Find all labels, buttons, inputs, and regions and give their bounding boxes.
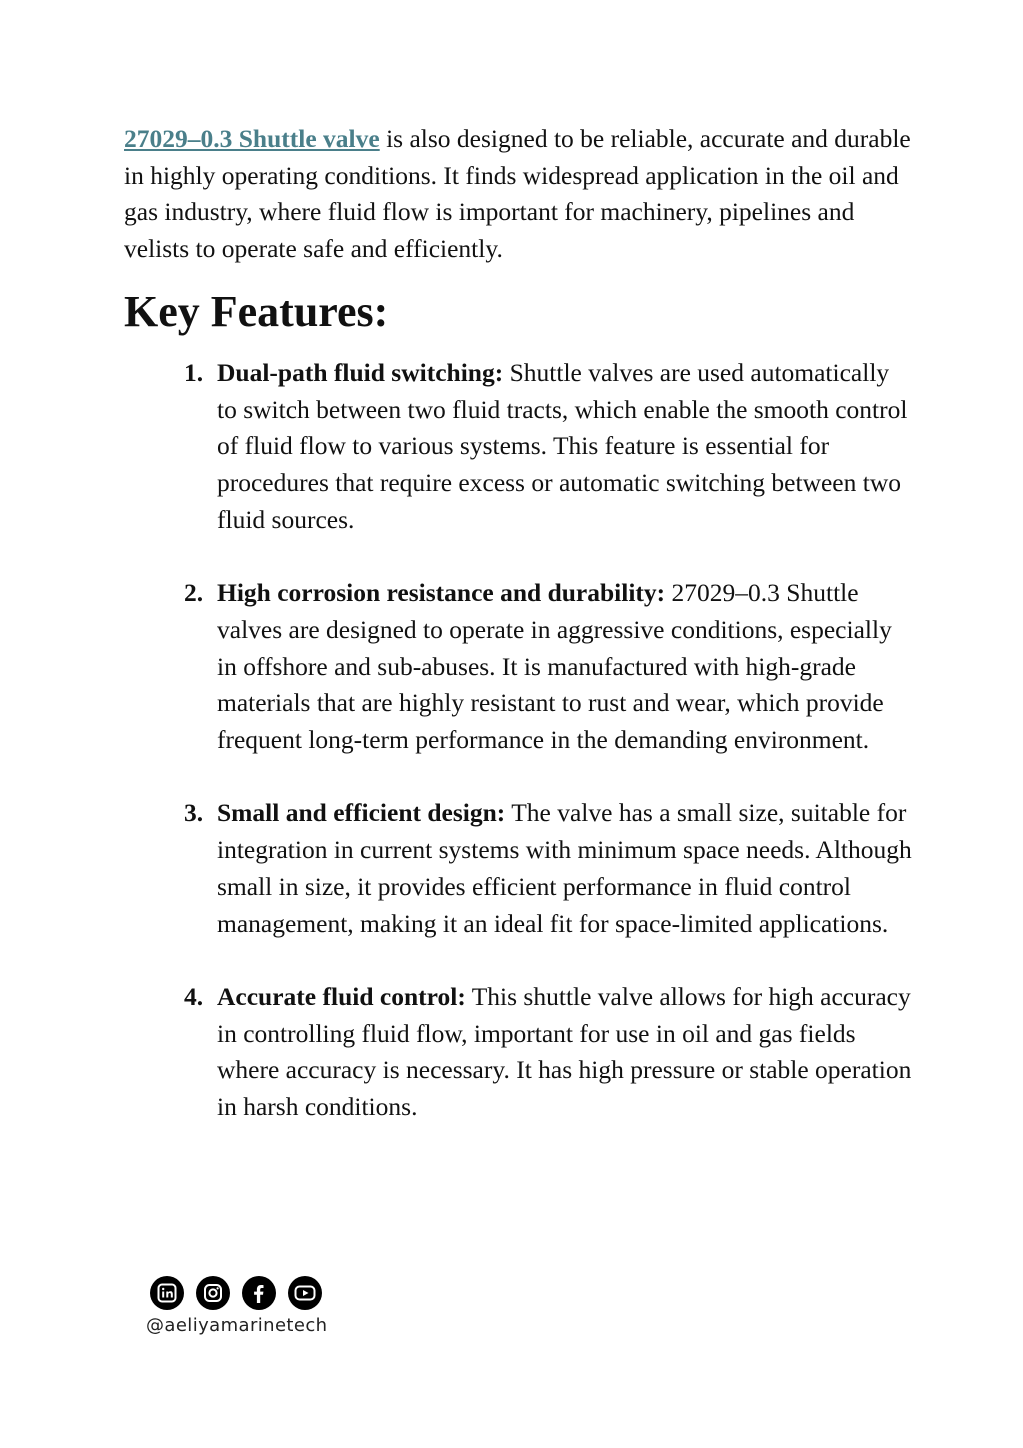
feature-item	[124, 575, 914, 759]
shuttle-valve-link[interactable]: 27029–0.3 Shuttle valve	[124, 124, 380, 153]
feature-number: 1.	[184, 358, 204, 387]
key-features-heading: Key Features:	[124, 287, 389, 336]
instagram-icon[interactable]	[196, 1276, 230, 1310]
social-handle: @aeliyamarinetech	[146, 1315, 328, 1336]
intro-text: is also designed to be reliable, accurate and durable in highly operating conditions. It finds widespread application in the oil and gas industry, where fluid flow is important for machinery, pipelines and velists to operate safe and efficiently.	[124, 124, 911, 263]
features-list	[124, 355, 914, 1162]
feature-title: High corrosion resistance and durability:	[217, 578, 666, 608]
intro-paragraph	[124, 121, 914, 267]
feature-text: Shuttle valves are used automatically to switch between two fluid tracts, which enable the smooth control of fluid flow to various systems. This feature is essential for procedures that require excess or automatic switching between two fluid sources.	[217, 358, 908, 534]
feature-number: 2.	[184, 578, 204, 608]
linkedin-icon[interactable]	[150, 1276, 184, 1310]
feature-title: Small and efficient design:	[217, 798, 506, 828]
feature-text: This shuttle valve allows for high accuracy in controlling fluid flow, important for use in oil and gas fields where accuracy is necessary. It has high pressure or stable operation in harsh conditions.	[217, 981, 912, 1122]
feature-item	[124, 795, 914, 942]
feature-text: The valve has a small size, suitable for integration in current systems with minimum space needs. Although small in size, it provides efficient performance in fluid control management, making it an ideal fit for space-limited applications.	[217, 798, 912, 938]
feature-number: 4.	[184, 981, 204, 1011]
feature-title: Dual-path fluid switching:	[217, 358, 504, 387]
social-icons	[150, 1276, 322, 1310]
facebook-icon[interactable]	[242, 1276, 276, 1310]
feature-item	[124, 979, 914, 1126]
feature-title: Accurate fluid control:	[217, 981, 466, 1011]
feature-number: 3.	[184, 798, 204, 828]
feature-text: 27029–0.3 Shuttle valves are designed to operate in aggressive conditions, especially in offshore and sub-abuses. It is manufactured with high-grade materials that are highly resistant to rust and wear, which provide frequent long-term performance in the demanding environment.	[217, 578, 892, 755]
feature-item	[124, 355, 914, 539]
youtube-icon[interactable]	[288, 1276, 322, 1310]
